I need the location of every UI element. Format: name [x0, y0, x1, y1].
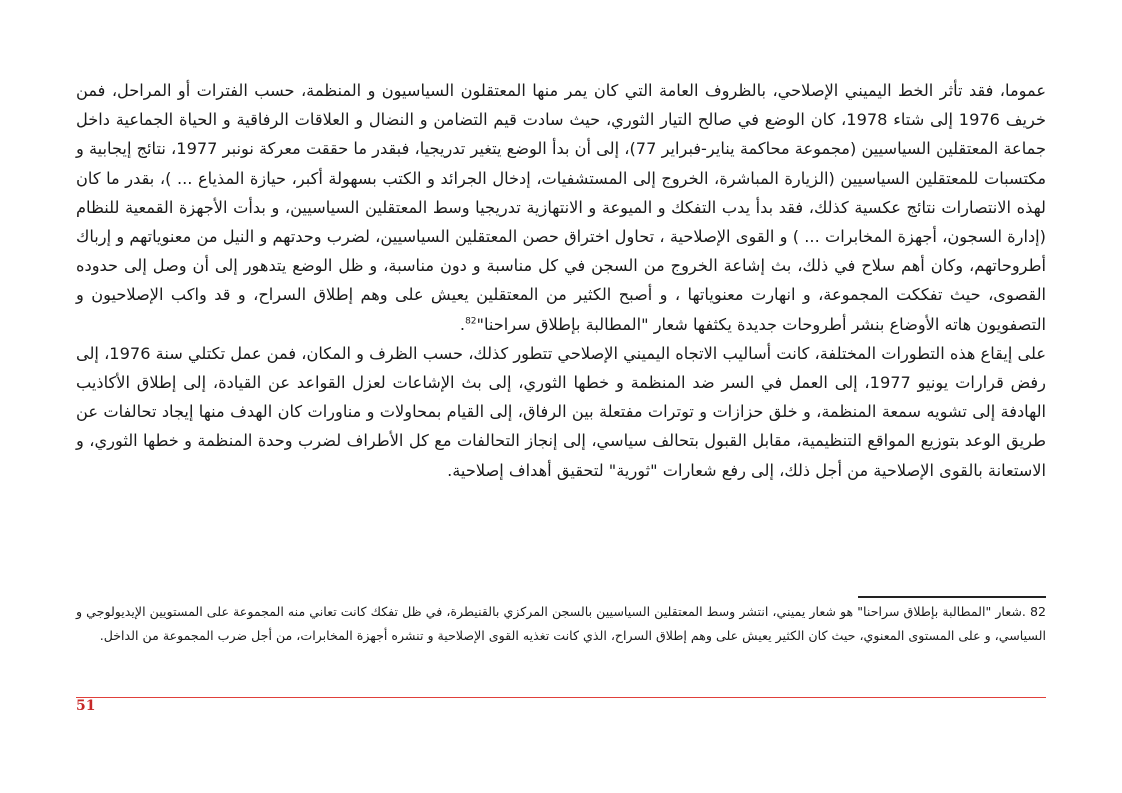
footnote-reference[interactable]: 82	[465, 316, 477, 327]
paragraph-2: على إيقاع هذه التطورات المختلفة، كانت أساليب الاتجاه اليميني الإصلاحي تتطور كذلك، حسب الظرف و المكان، فمن عمل تكتلي سنة 1976، إلى رفض قرارات يونيو 1977، إلى العمل في السر ضد المنظمة و خطها الثوري، إلى بث الإشاعات لعزل القواعد عن القيادة، إلى إطلاق الأكاذيب الهادفة إلى تشويه سمعة المنظمة، و خلق حزازات و توترات مفتعلة بين الرفاق، إلى القيام بمحاولات و مناورات كان الهدف منها إيجاد تحالفات عن طريق الوعد بتوزيع المواقع التنظيمية، مقابل القبول بتحالف سياسي، إلى إنجاز التحالفات مع كل الأطراف لضرب وحدة المنظمة و خطها الثوري، و الاستعانة بالقوى الإصلاحية من أجل ذلك، إلى رفع شعارات "ثورية" لتحقيق أهداف إصلاحية.	[76, 343, 1046, 480]
paragraph-1	[76, 76, 1046, 339]
footnote-separator	[858, 596, 1046, 598]
footnote-82: 82 .شعار "المطالبة بإطلاق سراحنا" هو شعار يميني، انتشر وسط المعتقلين السياسيين بالسجن المركزي بالقنيطرة، في ظل تفكك كانت تعاني منه المجموعة على المستويين الإيديولوجي و السياسي، و على المستوى المعنوي، حيث كان الكثير يعيش على وهم إطلاق السراح، الذي كانت تغذيه القوى الإصلاحية و تنشره أجهزة المخابرات، من أجل ضرب المجموعة من الداخل.	[76, 604, 1046, 643]
main-text	[76, 76, 1046, 485]
paragraph-1-end: .	[459, 314, 466, 334]
page-number: 51	[76, 698, 96, 714]
paragraph-1-text: عموما، فقد تأثر الخط اليميني الإصلاحي، بالظروف العامة التي كان يمر منها المعتقلون السياسيون و المنظمة، حسب الفترات أو المراحل، فمن خريف 1976 إلى شتاء 1978، كان الوضع في صالح التيار الثوري، حيث سادت قيم التضامن و النضال و العلاقات الرفاقية و الحياة الجماعية داخل جماعة المعتقلين السياسيين (مجموعة محاكمة يناير-فبراير 77)، إلى أن بدأ الوضع يتغير تدريجيا، فبقدر ما حققت معركة نونبر 1977، نتائج إيجابية و مكتسبات للمعتقلين السياسيين (الزيارة المباشرة، الخروج إلى المستشفيات، إدخال الجرائد و الكتب بسهولة أكبر، حيازة المذياع ... )، بقدر ما كان لهذه الانتصارات نتائج عكسية كذلك، فقد بدأ يدب التفكك و الميوعة و الانتهازية تدريجيا وسط المعتقلين السياسيين، و بدأت الأجهزة القمعية للنظام (إدارة السجون، أجهزة المخابرات ... ) و القوى الإصلاحية ، تحاول اختراق حصن المعتقلين السياسيين، لضرب وحدتهم و النيل من معنوياتهم و إرباك أطروحاتهم، وكان أهم سلاح في ذلك، بث إشاعة الخروج من السجن في كل مناسبة و دون مناسبة، و ظل الوضع يتدهور إلى أن وصل إلى حدوده القصوى، حيث تفككت المجموعة، و انهارت معنوياتها ، و أصبح الكثير من المعتقلين يعيش على وهم إطلاق السراح، و قد واكب الإصلاحيون و التصفويون هاته الأوضاع بنشر أطروحات جديدة يكثفها شعار "المطالبة بإطلاق سراحنا"	[76, 81, 1046, 334]
footer-divider	[76, 697, 1046, 698]
